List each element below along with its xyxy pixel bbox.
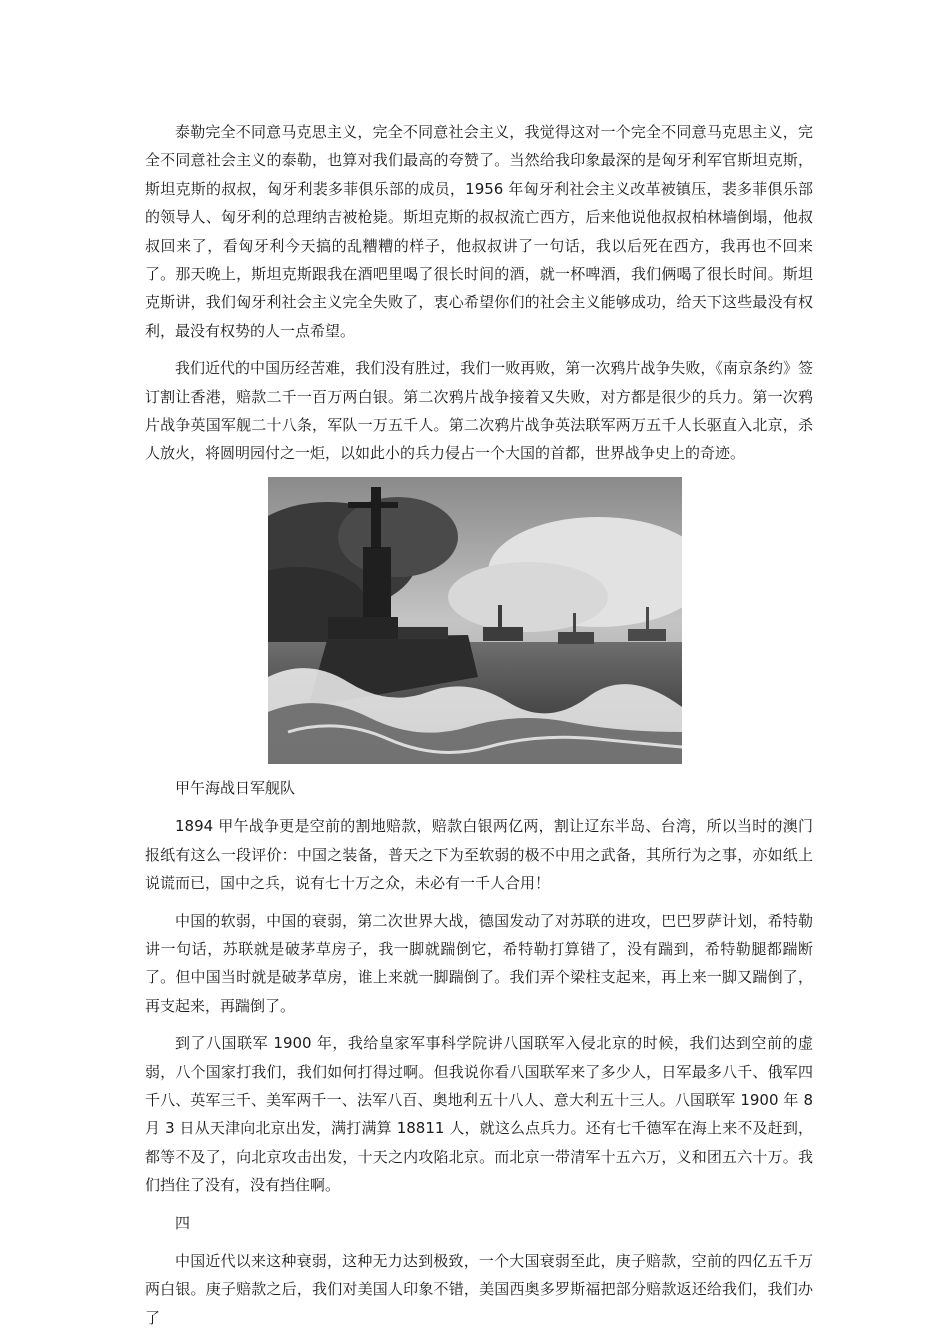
paragraph: 我们近代的中国历经苦难，我们没有胜过，我们一败再败，第一次鸦片战争失败，《南京条约》签订割让香港，赔款二千一百万两白银。第二次鸦片战争接着又失败，对方都是很少的兵力。第一次鸦片战争英国军舰二十八条，军队一万五千人。第二次鸦片战争英法联军两万五千人长驱直入北京，杀人放火，将圆明园付之一炬，以如此小的兵力侵占一个大国的首都，世界战争史上的奇迹。 [145,359,813,463]
paragraph: 泰勒完全不同意马克思主义，完全不同意社会主义，我觉得这对一个完全不同意马克思主义，完全不同意社会主义的泰勒，也算对我们最高的夸赞了。当然给我印象最深的是匈牙利军官斯坦克斯，斯坦克斯的叔叔，匈牙利裴多菲俱乐部的成员，1956 年匈牙利社会主义改革被镇压，裴多菲俱乐部的领导人、匈牙利的总理纳吉被枪毙。斯坦克斯的叔叔流亡西方，后来他说他叔叔柏林墙倒塌，他叔叔回来了，看匈牙利今天搞的乱糟糟的样子，他叔叔讲了一句话，我以后死在西方，我再也不回来了。那天晚上，斯坦克斯跟我在酒吧里喝了很长时间的酒，就一杯啤酒，我们俩喝了很长时间。斯坦克斯讲，我们匈牙利社会主义完全失败了，衷心希望你们的社会主义能够成功，给天下这些最没有权利，最没有权势的人一点希望。 [145,123,813,340]
document-page [145,118,813,1341]
paragraph: 1894 甲午战争更是空前的割地赔款，赔款白银两亿两，割让辽东半岛、台湾，所以当时的澳门报纸有这么一段评价：中国之装备，普天之下为至软弱的极不中用之武备，其所行为之事，亦如纸上说谎而已，国中之兵，说有七十万之众，未必有一千人合用！ [145,817,813,893]
section-heading: 四 [175,1213,191,1232]
naval-battle-photo [268,477,682,764]
paragraph: 到了八国联军 1900 年，我给皇家军事科学院讲八国联军入侵北京的时候，我们达到空前的虚弱，八个国家打我们，我们如何打得过啊。但我说你看八国联军来了多少人，日军最多八千、俄军四千八、英军三千、美军两千一、法军八百、奥地利五十八人、意大利五十三人。八国联军 1900 年 8 月 3 日从天津向北京出发，满打满算 18811 人，就这么点兵力。还有七千德军在海上来不及赶到，都等不及了，向北京攻击出发，十天之内攻陷北京。而北京一带清军十五六万，义和团五六十万。我们挡住了没有，没有挡住啊。 [145,1034,813,1195]
figure-caption: 甲午海战日军舰队 [175,778,296,797]
paragraph: 中国的软弱，中国的衰弱，第二次世界大战，德国发动了对苏联的进攻，巴巴罗萨计划，希特勒讲一句话，苏联就是破茅草房子，我一脚就踹倒它，希特勒打算错了，没有踹到，希特勒腿都踹断了。但中国当时就是破茅草房，谁上来就一脚踹倒了。我们弄个梁柱支起来，再上来一脚又踹倒了，再支起来，再踹倒了。 [145,911,813,1015]
paragraph: 中国近代以来这种衰弱，这种无力达到极致，一个大国衰弱至此，庚子赔款，空前的四亿五千万两白银。庚子赔款之后，我们对美国人印象不错，美国西奥多罗斯福把部分赔款返还给我们，我们办了 [145,1251,813,1327]
